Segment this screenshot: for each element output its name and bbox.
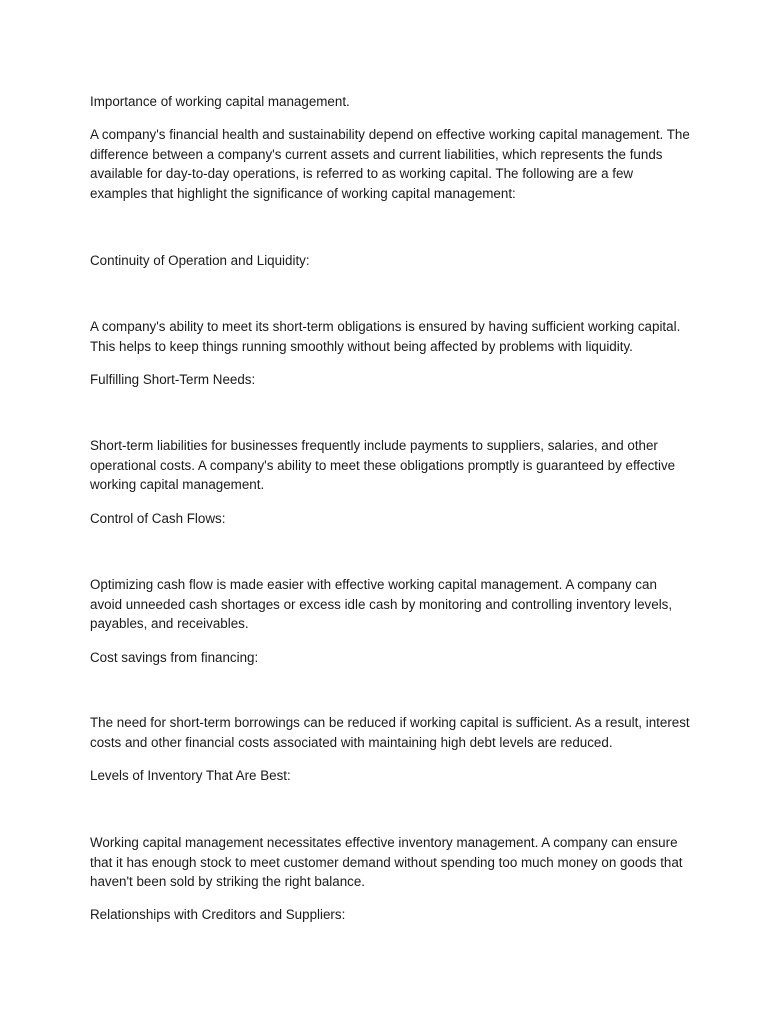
section-heading-short-term-needs: Fulfilling Short-Term Needs: [90,372,256,387]
section-heading-liquidity: Continuity of Operation and Liquidity: [90,253,310,268]
intro-paragraph: A company's financial health and sustainability depend on effective working capital management. The difference between a company's current assets and current liabilities, which represents the funds available for day-to-day operations, is referred to as working capital. The following are a few examples that highlight the significance of working capital management: [90,127,690,201]
section-heading-financing: Cost savings from financing: [90,650,259,665]
section-body-inventory: Working capital management necessitates effective inventory management. A company can ensure that it has enough stock to meet customer demand without spending too much money on goods that haven't been sold by striking the right balance. [90,835,683,890]
section-body-financing: The need for short-term borrowings can be reduced if working capital is sufficient. As a result, interest costs and other financial costs associated with maintaining high debt levels are reduced. [90,715,690,750]
document-title: Importance of working capital management. [90,94,350,109]
section-body-cash-flows: Optimizing cash flow is made easier with effective working capital management. A company can avoid unneeded cash shortages or excess idle cash by monitoring and controlling inventory levels, payables, and receivables. [90,577,673,632]
section-heading-inventory: Levels of Inventory That Are Best: [90,768,291,783]
section-heading-cash-flows: Control of Cash Flows: [90,511,226,526]
section-body-liquidity: A company's ability to meet its short-term obligations is ensured by having sufficient working capital. This helps to keep things running smoothly without being affected by problems with liquidity. [90,319,681,354]
section-body-short-term-needs: Short-term liabilities for businesses frequently include payments to suppliers, salaries, and other operational costs. A company's ability to meet these obligations promptly is guaranteed by effective working capital management. [90,438,676,493]
section-heading-creditors: Relationships with Creditors and Suppliers: [90,907,346,922]
